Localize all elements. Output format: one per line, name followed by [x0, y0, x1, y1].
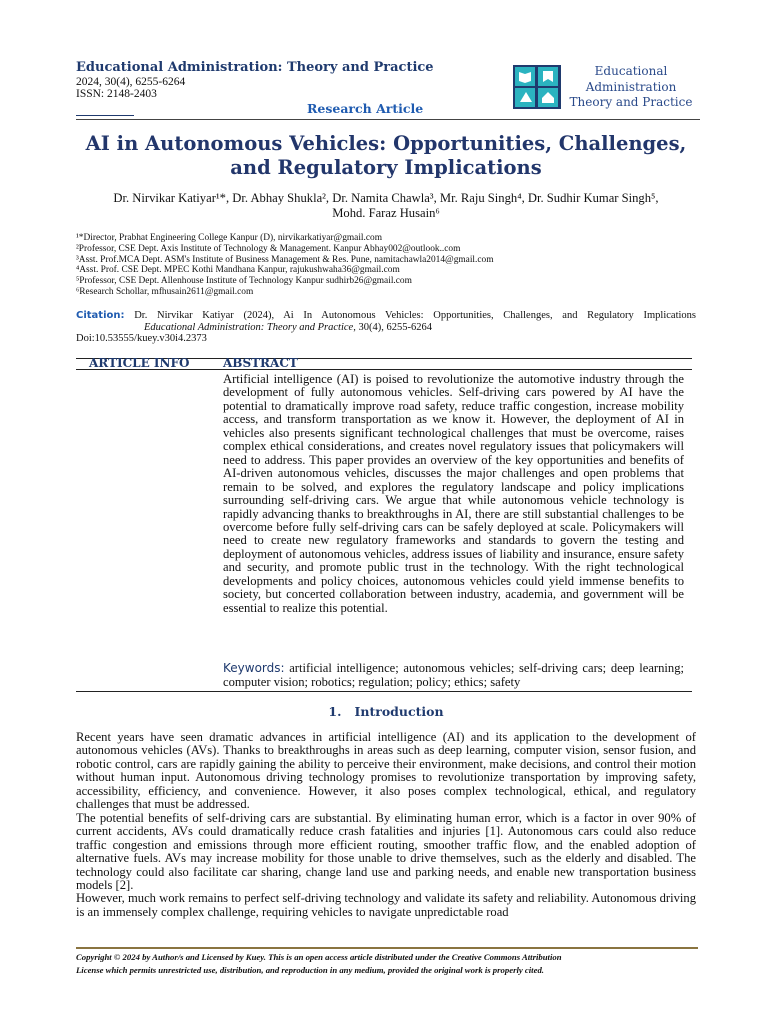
authors-line: Mohd. Faraz Husain⁶	[332, 206, 440, 220]
introduction-body	[76, 731, 696, 919]
author-list	[76, 191, 696, 221]
article-title	[76, 132, 696, 180]
article-info-heading: ARTICLE INFO	[89, 356, 190, 370]
citation-label: Citation:	[76, 310, 125, 321]
journal-volume-pages: 2024, 30(4), 6255-6264	[76, 76, 186, 88]
affiliation-item: ⁶Research Schollar, mfhusain2611@gmail.com	[76, 286, 254, 297]
keywords-text: artificial intelligence; autonomous vehicles; self-driving cars; deep learning; computer vision; robotics; regulation; policy; ethics; safety	[223, 661, 685, 689]
affiliation-item: ¹*Director, Prabhat Engineering College Kanpur (D), nirvikarkatiyar@gmail.com	[76, 233, 383, 243]
table-rule-bottom	[76, 691, 692, 692]
journal-logo-text	[564, 64, 698, 111]
citation-text: Dr. Nirvikar Katiyar (2024), Ai In Autonomous Vehicles: Opportunities, Challenges, and Regulatory Implications	[134, 310, 696, 321]
article-type-label: Research Article	[307, 101, 424, 116]
keywords-label: Keywords:	[223, 661, 285, 675]
keywords	[223, 662, 684, 689]
title-line: AI in Autonomous Vehicles: Opportunities, Challenges,	[85, 132, 687, 155]
copyright-footer	[76, 951, 698, 976]
citation-doi[interactable]: Doi:10.53555/kuey.v30i4.2373	[76, 333, 207, 344]
paragraph: Recent years have seen dramatic advances in artificial intelligence (AI) and its application to the development of autonomous vehicles (AVs). Thanks to breakthroughs in areas such as deep learning, computer vision, sensor fusion, and robotic control, cars are rapidly gaining the ability to perceive their environment, make decisions, and control their motion without human input. Autonomous driving technology promises to revolutionize transportation by improving safety, accessibility, efficiency, and convenience. However, it also poses complex technological, ethical, and regulatory challenges that must be addressed.	[76, 730, 696, 812]
journal-issn: ISSN: 2148-2403	[76, 88, 157, 100]
journal-logo	[512, 62, 698, 112]
citation-volume: , 30(4), 6255-6264	[353, 321, 432, 333]
abstract-text: Artificial intelligence (AI) is poised to revolutionize the automotive industry through the development of fully autonomous vehicles. Self-driving cars powered by AI have the potential to dramatically improve road safety, reduce traffic congestion, increase mobility access, and transform transportation as we know it. However, the deployment of AI in vehicles also presents significant technological challenges that must be overcome, raises complex ethical considerations, and creates novel regulatory issues that policymakers will need to address. This paper provides an overview of the key opportunities and benefits of AI-driven autonomous vehicles, discusses the major challenges and open problems that remain to be solved, and explores the regulatory landscape and policy implications surrounding self-driving cars. We argue that while autonomous vehicle technology is rapidly advancing thanks to breakthroughs in AI, there are still substantial challenges to be overcome before fully self-driving cars can be safely deployed at scale. Policymakers will need to create new regulatory frameworks and standards to govern the testing and deployment of autonomous vehicles, address issues of liability and insurance, ensure safety and security, and promote public trust in the technology. With the right technological developments and policy choices, autonomous vehicles could yield immense benefits to society, but concerted collaboration between industry, academia, and government will be essential to realize this potential.	[223, 372, 684, 615]
affiliation-item: ²Professor, CSE Dept. Axis Institute of Technology & Management. Kanpur Abhay002@outlook..com	[76, 243, 461, 254]
affiliation-list	[76, 233, 696, 298]
header-underline	[76, 115, 134, 116]
abstract-heading: ABSTRACT	[223, 356, 298, 370]
logo-line: Theory and Practice	[569, 95, 693, 109]
citation-line	[76, 310, 696, 322]
citation-journal-line	[76, 322, 696, 334]
paragraph: The potential benefits of self-driving cars are substantial. By eliminating human error, which is a factor in over 90% of current accidents, AVs could dramatically reduce crash fatalities and injuries [1]. Autonomous cars could also reduce traffic congestion and emissions through more efficient routing, smoother traffic flow, and the enabled adoption of alternative fuels. AVs may increase mobility for those unable to drive themselves, such as the elderly and disabled. The technology could also facilitate car sharing, change land use and parking needs, and enable new transportation business models [2].	[76, 810, 696, 892]
authors-line: Dr. Nirvikar Katiyar¹*, Dr. Abhay Shukla², Dr. Namita Chawla³, Mr. Raju Singh⁴, Dr. Sudhir Kumar Singh⁵,	[113, 191, 659, 205]
footer-line: License which permits unrestricted use, distribution, and reproduction in any medium, provided the original work is properly cited.	[76, 964, 544, 975]
logo-line: Educational	[594, 64, 668, 78]
header-divider	[76, 119, 700, 120]
affiliation-item: ⁵Professor, CSE Dept. Allenhouse Institute of Technology Kanpur sudhirb26@gmail.com	[76, 276, 412, 287]
citation-block	[76, 310, 696, 345]
title-line: and Regulatory Implications	[230, 156, 542, 179]
section-heading	[76, 704, 696, 719]
footer-line: Copyright © 2024 by Author/s and Licensed by Kuey. This is an open access article distributed under the Creative Commons Attribution	[76, 952, 562, 962]
affiliation-item: ³Asst. Prof.MCA Dept. ASM's Institute of Business Management & Res. Pune, namitachawla2014@gmail.com	[76, 254, 494, 265]
section-title: Introduction	[354, 704, 444, 719]
affiliation-item: ⁴Asst. Prof. CSE Dept. MPEC Kothi Mandhana Kanpur, rajukushwaha36@gmail.com	[76, 265, 400, 276]
paragraph: However, much work remains to perfect self-driving technology and validate its safety and reliability. Autonomous driving is an immensely complex challenge, requiring vehicles to navigate unpredictable road	[76, 891, 696, 919]
journal-logo-icon	[512, 62, 562, 110]
journal-name: Educational Administration: Theory and Practice	[76, 60, 434, 75]
logo-line: Administration	[585, 79, 677, 94]
section-number: 1.	[328, 704, 342, 719]
citation-journal: Educational Administration: Theory and Practice	[144, 321, 354, 333]
footer-divider	[76, 947, 698, 949]
